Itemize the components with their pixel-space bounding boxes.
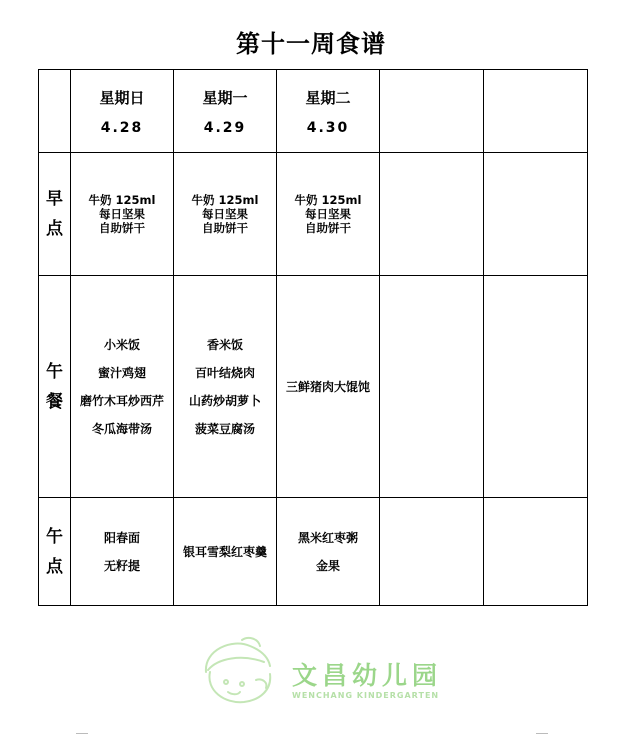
meal-label-top: 早 xyxy=(46,189,63,209)
menu-item: 阳春面 xyxy=(103,530,140,545)
corner-cell xyxy=(39,70,71,153)
empty-cell xyxy=(484,153,588,276)
day-date: 4.28 xyxy=(100,119,144,136)
menu-item: 百叶结烧肉 xyxy=(194,365,255,380)
lunch-cell-mon xyxy=(174,276,277,498)
menu-item: 自助饼干 xyxy=(99,221,145,235)
day-header-cell xyxy=(380,70,484,153)
day-name: 星期一 xyxy=(202,88,248,107)
lunch-cell-tue xyxy=(277,276,380,498)
empty-cell xyxy=(380,276,484,498)
menu-item: 蜜汁鸡翅 xyxy=(97,365,146,380)
lunch-cell-sun xyxy=(71,276,174,498)
meal-label-top: 午 xyxy=(46,526,63,547)
menu-item: 无籽提 xyxy=(103,558,140,573)
logo-subtitle: WENCHANG KINDERGARTEN xyxy=(292,691,440,700)
day-name: 星期二 xyxy=(305,88,351,107)
menu-item: 冬瓜海带汤 xyxy=(91,421,152,436)
empty-cell xyxy=(380,498,484,606)
menu-item: 牛奶 125ml xyxy=(88,193,156,207)
menu-item: 每日坚果 xyxy=(202,207,248,221)
page-title: 第十一周食谱 xyxy=(236,30,386,58)
menu-item: 菠菜豆腐汤 xyxy=(194,421,255,436)
breakfast-cell-tue xyxy=(277,153,380,276)
menu-item: 三鲜猪肉大馄饨 xyxy=(285,379,370,394)
logo-name: 文昌幼儿园 xyxy=(292,661,443,690)
menu-item: 自助饼干 xyxy=(305,221,351,235)
empty-cell xyxy=(484,276,588,498)
day-date: 4.30 xyxy=(306,119,350,136)
day-header-cell xyxy=(71,70,174,153)
day-date: 4.29 xyxy=(203,119,247,136)
day-header-cell xyxy=(277,70,380,153)
meal-label-cell xyxy=(39,153,71,276)
breakfast-cell-mon xyxy=(174,153,277,276)
child-mascot-icon xyxy=(206,638,270,702)
day-header-cell xyxy=(484,70,588,153)
snack-cell-sun xyxy=(71,498,174,606)
lunch-row xyxy=(39,276,588,498)
menu-item: 每日坚果 xyxy=(305,207,351,221)
menu-item: 磨竹木耳炒西芹 xyxy=(79,393,164,408)
day-header-cell xyxy=(174,70,277,153)
meal-label-bottom: 点 xyxy=(46,219,63,239)
menu-item: 自助饼干 xyxy=(202,221,248,235)
menu-item: 小米饭 xyxy=(103,337,140,352)
menu-item: 香米饭 xyxy=(206,337,243,352)
table-header-row xyxy=(39,70,588,153)
snack-cell-mon xyxy=(174,498,277,606)
meal-label-cell xyxy=(39,498,71,606)
menu-item: 牛奶 125ml xyxy=(294,193,362,207)
menu-item: 每日坚果 xyxy=(99,207,145,221)
meal-label-top: 午 xyxy=(46,361,63,382)
snack-cell-tue xyxy=(277,498,380,606)
meal-label-bottom: 点 xyxy=(46,556,63,577)
menu-item: 山药炒胡萝卜 xyxy=(188,393,261,408)
menu-item: 黑米红枣粥 xyxy=(297,530,358,545)
empty-cell xyxy=(380,153,484,276)
snack-row xyxy=(39,498,588,606)
meal-label-bottom: 餐 xyxy=(46,391,63,412)
menu-item: 银耳雪梨红枣羹 xyxy=(182,544,267,559)
menu-item: 牛奶 125ml xyxy=(191,193,259,207)
breakfast-row xyxy=(39,153,588,276)
empty-cell xyxy=(484,498,588,606)
weekly-menu-table xyxy=(38,69,588,606)
menu-item: 金果 xyxy=(315,558,340,573)
meal-label-cell xyxy=(39,276,71,498)
day-name: 星期日 xyxy=(99,88,145,107)
breakfast-cell-sun xyxy=(71,153,174,276)
